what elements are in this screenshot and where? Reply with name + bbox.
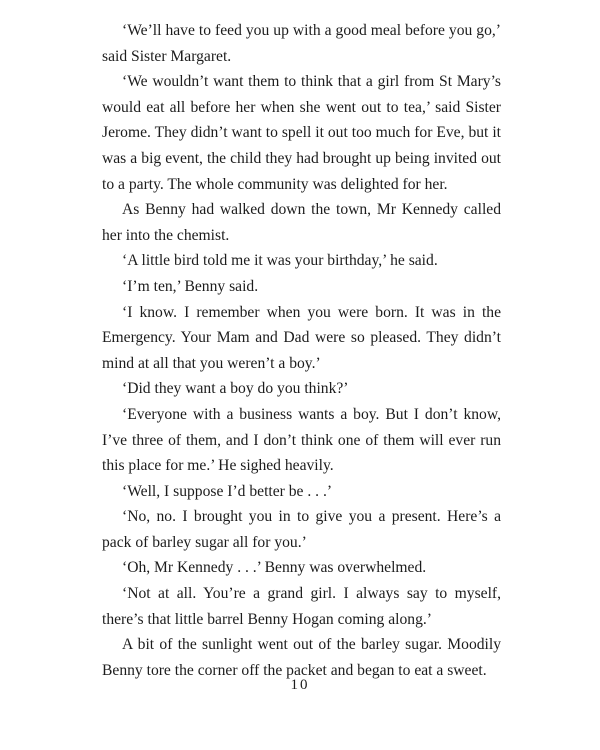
paragraph: ‘No, no. I brought you in to give you a present. Here’s a pack of barley sugar all for you.’ <box>102 508 501 551</box>
paragraph: ‘Did they want a boy do you think?’ <box>122 380 349 398</box>
paragraph: ‘Oh, Mr Kennedy . . .’ Benny was overwhelmed. <box>122 559 427 577</box>
paragraph: ‘Everyone with a business wants a boy. But I don’t know, I’ve three of them, and I don’t think one of them will ever run this place for me.’ He sighed heavily. <box>102 405 501 475</box>
page-number: 10 <box>290 677 310 693</box>
body-text <box>102 18 501 683</box>
paragraph: A bit of the sunlight went out of the barley sugar. Moodily Benny tore the corner off the packet and began to eat a sweet. <box>102 636 501 679</box>
paragraph: ‘Not at all. You’re a grand girl. I always say to myself, there’s that little barrel Benny Hogan coming along.’ <box>102 585 501 628</box>
paragraph: ‘A little bird told me it was your birthday,’ he said. <box>122 252 438 270</box>
paragraph: As Benny had walked down the town, Mr Kennedy called her into the chemist. <box>102 201 501 244</box>
paragraph: ‘We wouldn’t want them to think that a girl from St Mary’s would eat all before her when she went out to tea,’ said Sister Jerome. They didn’t want to spell it out too much for Eve, but it was a big event, the child they had brought up being invited out to a party. The whole community was delighted for her. <box>102 73 501 193</box>
paragraph: ‘We’ll have to feed you up with a good meal before you go,’ said Sister Margaret. <box>102 22 501 65</box>
paragraph: ‘I know. I remember when you were born. It was in the Emergency. Your Mam and Dad were so pleased. They didn’t mind at all that you weren’t a boy.’ <box>102 303 501 372</box>
paragraph: ‘I’m ten,’ Benny said. <box>122 277 259 295</box>
paragraph: ‘Well, I suppose I’d better be . . .’ <box>122 482 333 500</box>
